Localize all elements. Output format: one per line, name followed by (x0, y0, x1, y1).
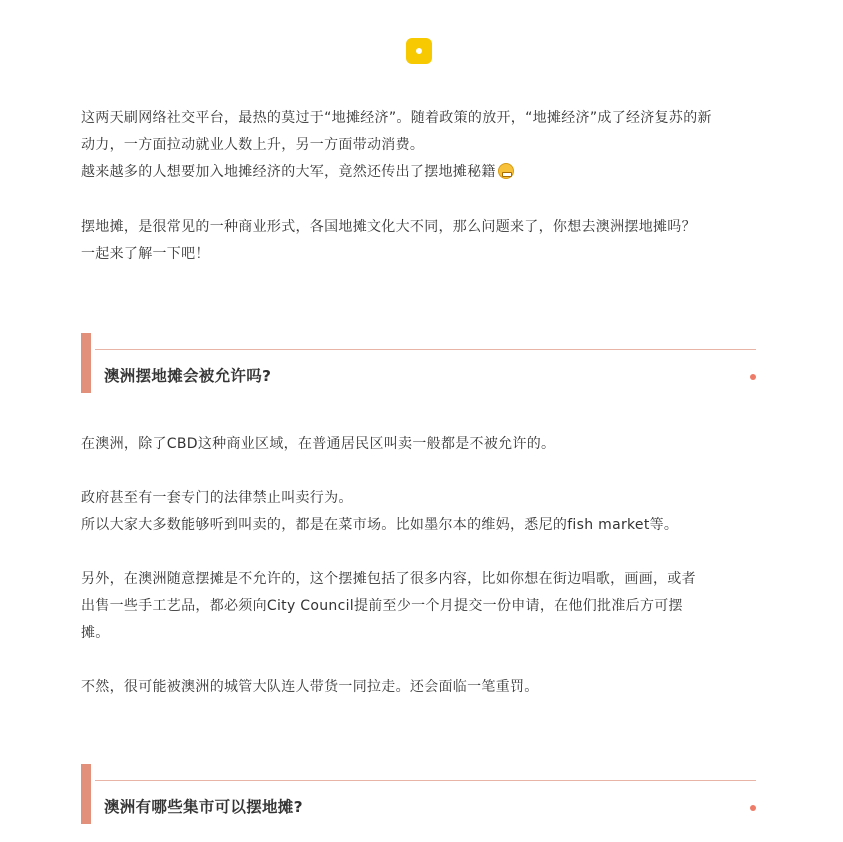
section-accent-bar (81, 764, 91, 824)
section-title: 澳洲摆地摊会被允许吗? (104, 367, 272, 385)
section-header-1 (81, 333, 756, 393)
body-paragraph-3 (81, 566, 771, 647)
body-paragraph-1 (81, 431, 771, 458)
badge-dot (416, 48, 422, 54)
intro-paragraph-2 (81, 214, 771, 268)
body3-line-3: 摊。 (81, 625, 110, 641)
body1-line-1: 在澳洲，除了CBD这种商业区域，在普通居民区叫卖一般都是不被允许的。 (81, 436, 556, 452)
intro2-line-2: 一起来了解一下吧！ (81, 246, 210, 262)
section-divider (95, 780, 756, 781)
intro-paragraph (81, 105, 771, 186)
body2-line-2: 所以大家大多数能够听到叫卖的，都是在菜市场。比如墨尔本的维妈，悉尼的fish market等。 (81, 517, 679, 533)
intro-line-1: 这两天刷网络社交平台，最热的莫过于“地摊经济”。随着政策的放开，“地摊经济”成了经济复苏的新 (81, 110, 712, 126)
section-dot-icon (750, 805, 756, 811)
section-title: 澳洲有哪些集市可以摆地摊? (104, 798, 303, 816)
section-header-2 (81, 764, 756, 824)
section-dot-icon (750, 374, 756, 380)
section-divider (95, 349, 756, 350)
body3-line-2: 出售一些手工艺品，都必须向City Council提前至少一个月提交一份申请，在他们批准后方可摆 (81, 598, 683, 614)
top-decoration-icon (406, 38, 432, 64)
body2-line-1: 政府甚至有一套专门的法律禁止叫卖行为。 (81, 490, 353, 506)
body4-line-1: 不然，很可能被澳洲的城管大队连人带货一同拉走。还会面临一笔重罚。 (81, 679, 539, 695)
intro-line-2: 动力，一方面拉动就业人数上升，另一方面带动消费。 (81, 137, 425, 153)
intro-line-3 (81, 159, 771, 186)
body-paragraph-2 (81, 485, 771, 539)
section-accent-bar (81, 333, 91, 393)
grinning-face-icon (498, 163, 514, 179)
body3-line-1: 另外，在澳洲随意摆摊是不允许的，这个摆摊包括了很多内容，比如你想在街边唱歌，画画，或者 (81, 571, 696, 587)
body-paragraph-4 (81, 674, 771, 701)
intro2-line-1: 摆地摊，是很常见的一种商业形式，各国地摊文化大不同，那么问题来了，你想去澳洲摆地摊吗？ (81, 219, 696, 235)
intro-line-3-text: 越来越多的人想要加入地摊经济的大军，竟然还传出了摆地摊秘籍 (81, 164, 496, 180)
